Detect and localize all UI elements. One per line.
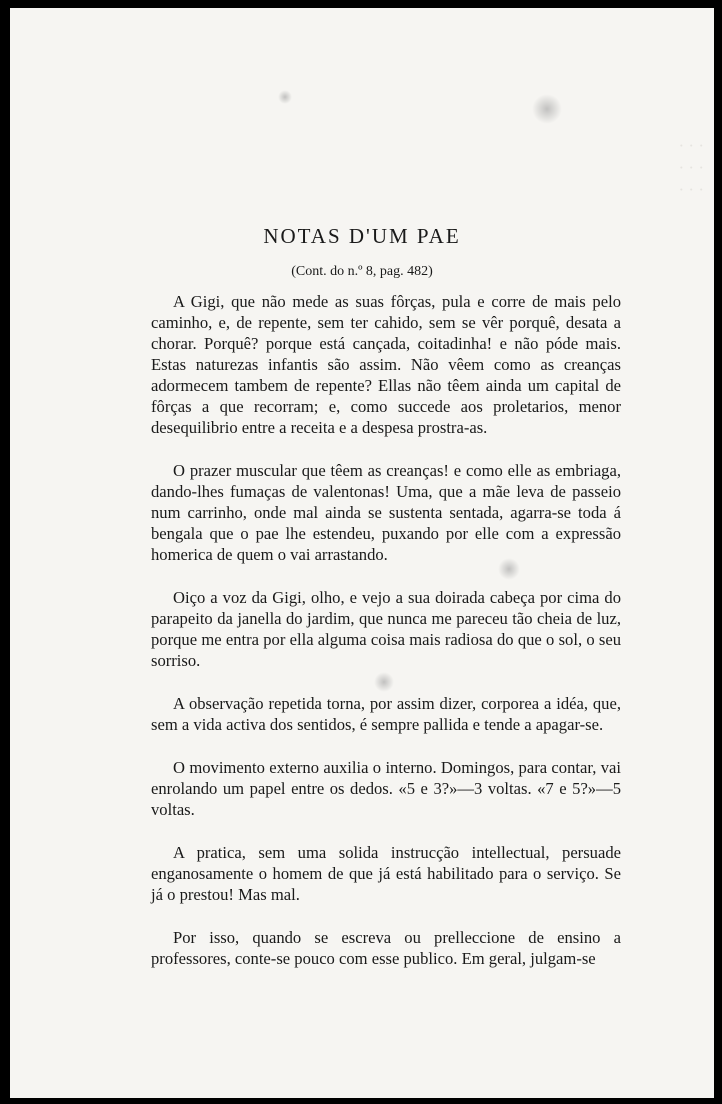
paragraph: Oiço a voz da Gigi, olho, e vejo a sua doirada cabeça por cima do parapeito da janella do jardim, que nunca me pareceu tão cheia de luz, porque me entra por ella alguma coisa mais radiosa do que o sol, o seu sorriso. — [151, 588, 621, 670]
continuation-note: (Cont. do n.º 8, pag. 482) — [291, 264, 433, 279]
show-through-text: · · · · · · · · · — [678, 136, 704, 199]
article-body — [151, 291, 621, 991]
paragraph: O movimento externo auxilia o interno. Domingos, para contar, vai enrolando um papel entre os dedos. «5 e 3?»—3 voltas. «7 e 5?»—5 voltas. — [151, 758, 621, 819]
paragraph: A observação repetida torna, por assim dizer, corporea a idéa, que, sem a vida activa dos sentidos, é sempre pallida e tende a apagar-se. — [151, 694, 621, 734]
paragraph: A Gigi, que não mede as suas fôrças, pula e corre de mais pelo caminho, e, de repente, sem ter cahido, sem se vêr porquê, desata a chorar. Porquê? porque está cançada, coitadinha! e não póde mais. Estas naturezas infantis são assim. Não vêem como as creanças adormecem tambem de repente? Ellas não têem ainda um capital de fôrças a que recorram; e, como succede aos proletarios, menor desequilibrio entre a receita e a despesa prostra-as. — [151, 292, 621, 437]
ink-spot — [532, 94, 562, 124]
ink-spot — [278, 90, 292, 104]
document-page — [10, 8, 714, 1098]
page-title: NOTAS D'UM PAE — [263, 224, 461, 248]
paragraph: Por isso, quando se escreva ou prelleccione de ensino a professores, conte-se pouco com esse publico. Em geral, julgam-se — [151, 928, 621, 968]
paragraph: O prazer muscular que têem as creanças! e como elle as embriaga, dando-lhes fumaças de valentonas! Uma, que a mãe leva de passeio num carrinho, onde mal ainda se sustenta sentada, agarra-se toda á bengala que o pae lhe estendeu, puxando por elle com a expressão homerica de quem o vai arrastando. — [151, 461, 621, 564]
paragraph: A pratica, sem uma solida instrucção intellectual, persuade enganosamente o homem de que já está habilitado para o serviço. Se já o prestou! Mas mal. — [151, 843, 621, 904]
